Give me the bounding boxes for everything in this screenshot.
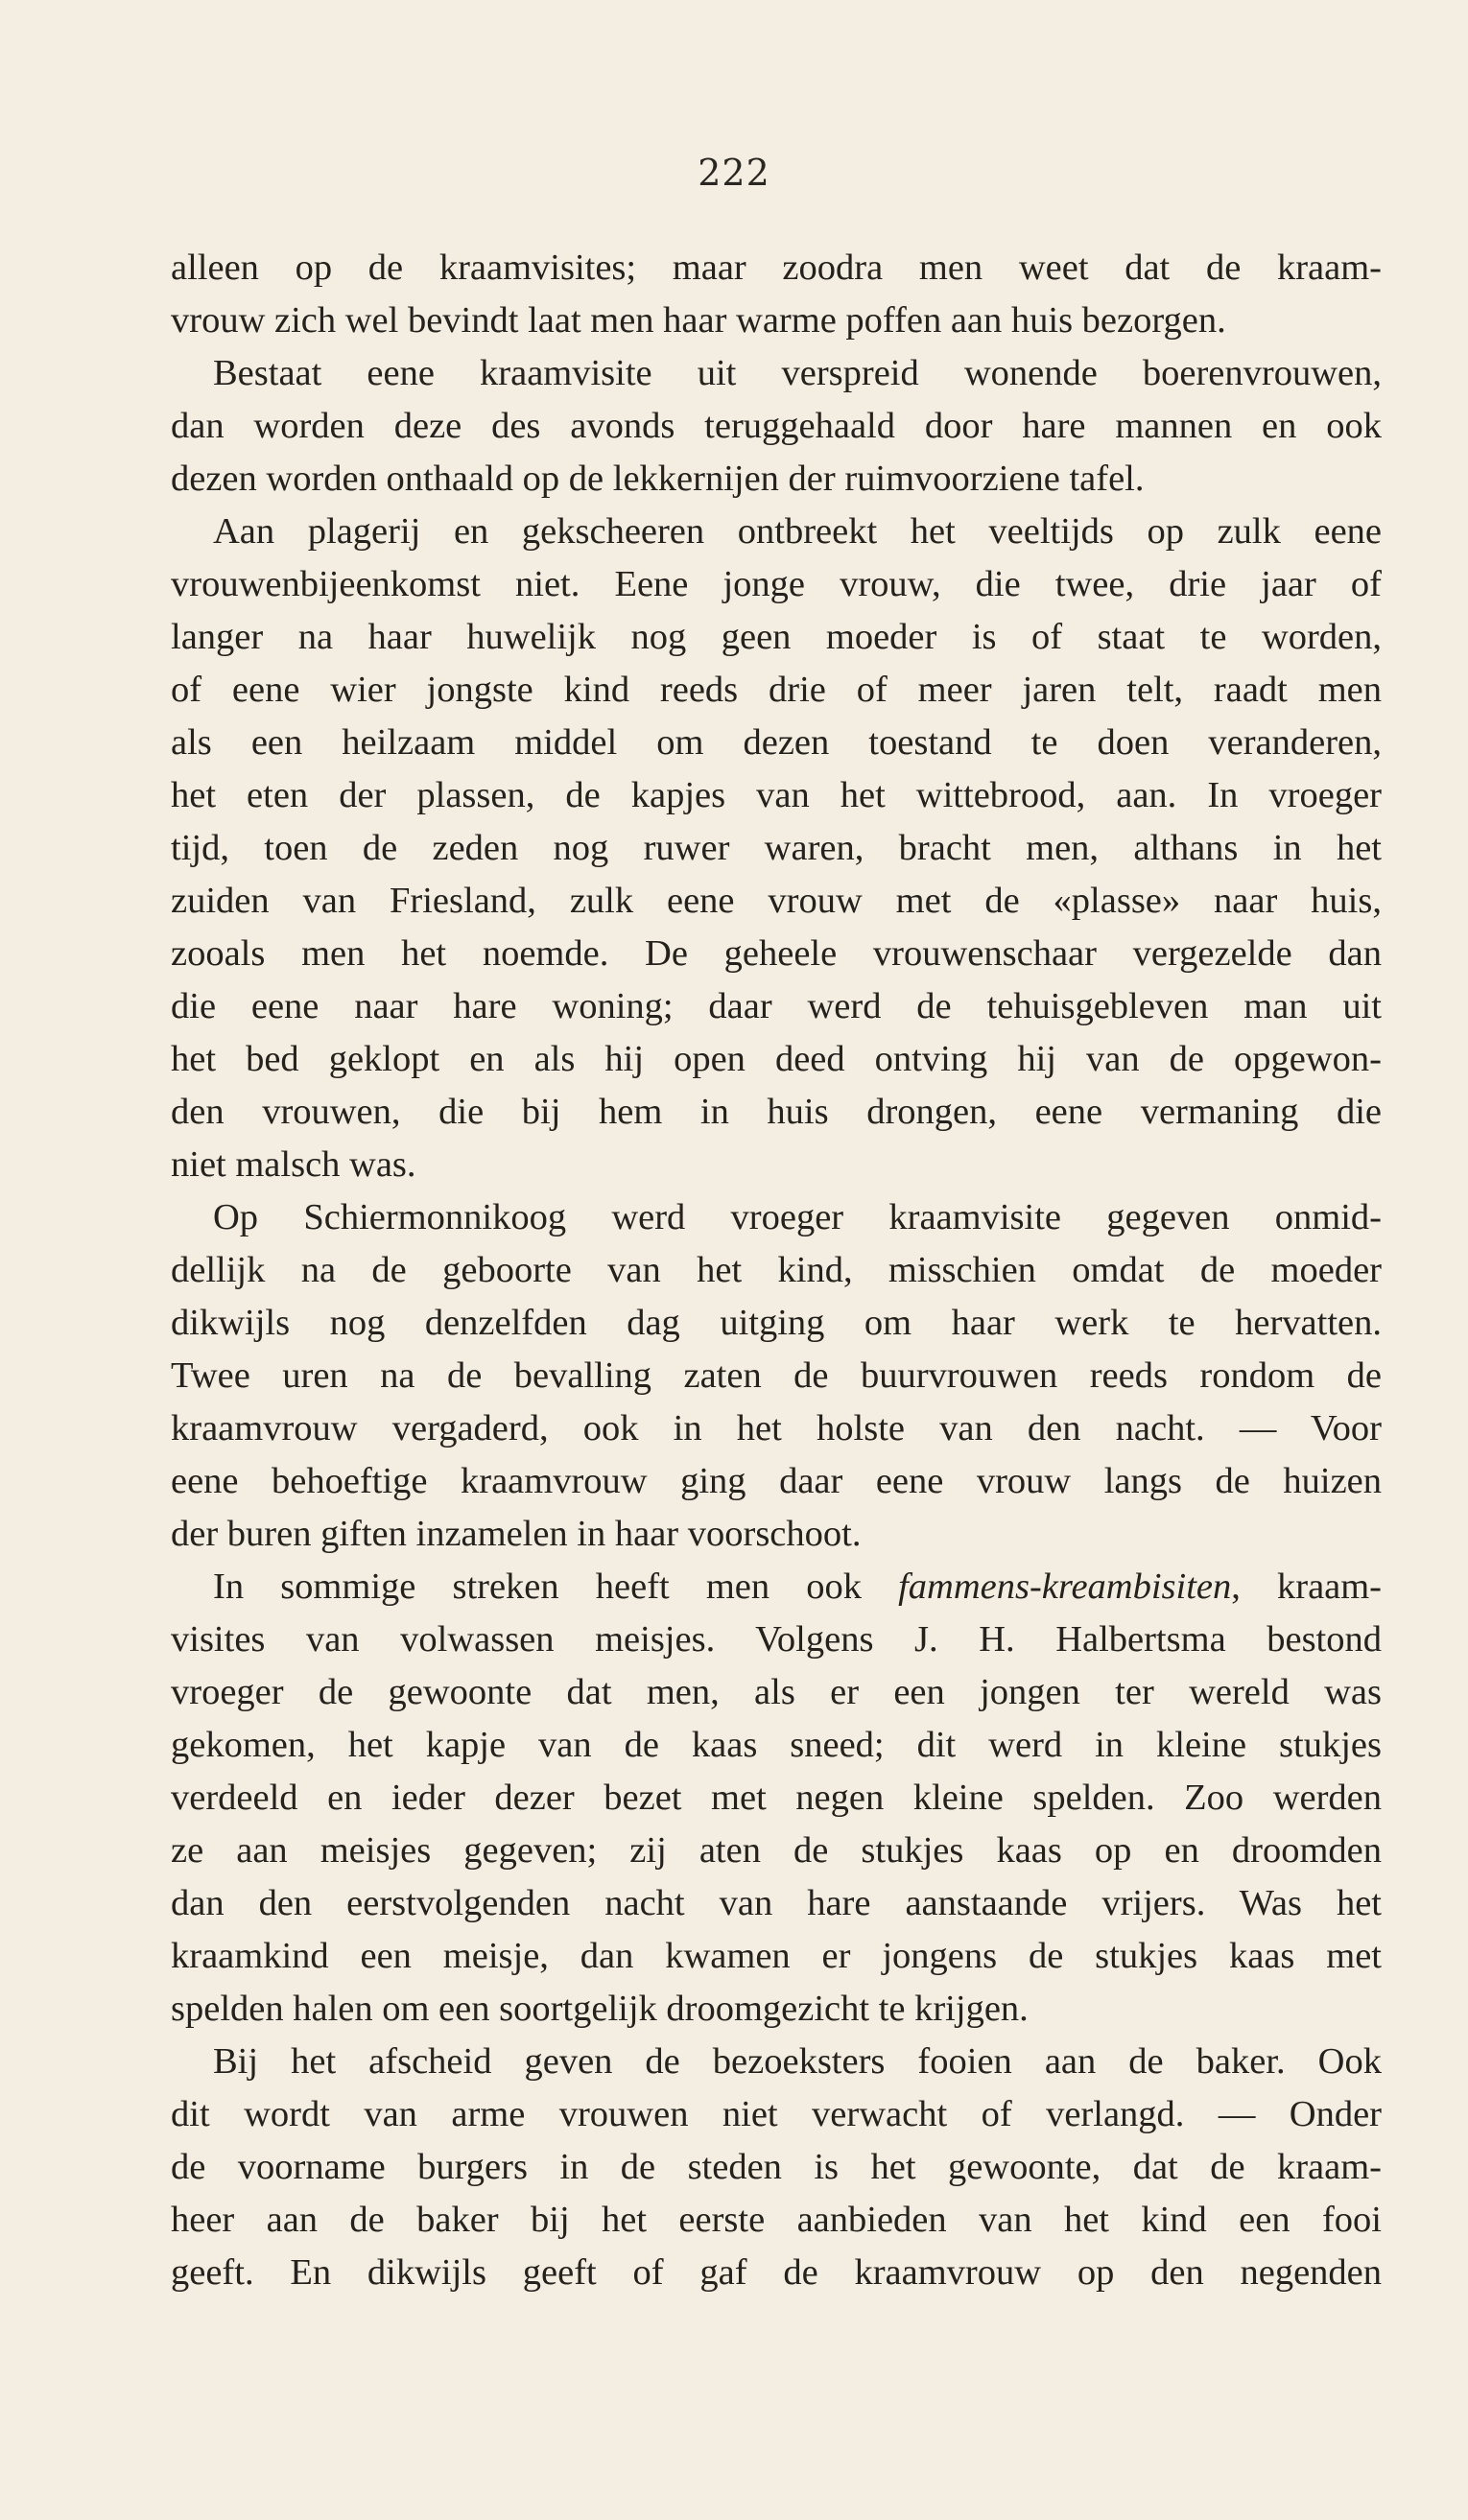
text-line: spelden halen om een soortgelijk droomgezicht te krijgen. xyxy=(171,1989,1029,2029)
italic-term: fammens-kreambisiten xyxy=(898,1566,1232,1607)
text-line: dikwijls nog denzelfden dag uitging om haar werk te hervatten. xyxy=(171,1303,1382,1343)
text-line: der buren giften inzamelen in haar voorschoot. xyxy=(171,1514,862,1554)
text-line xyxy=(171,1561,1382,1613)
text-line: ze aan meisjes gegeven; zij aten de stukjes kaas op en droomden xyxy=(171,1830,1382,1871)
text-line: visites van volwassen meisjes. Volgens J. H. Halbertsma bestond xyxy=(171,1619,1382,1660)
text-line: Bij het afscheid geven de bezoeksters fooien aan de baker. Ook xyxy=(213,2041,1382,2082)
page-number: 222 xyxy=(698,152,770,194)
text-line: langer na haar huwelijk nog geen moeder is of staat te worden, xyxy=(171,617,1382,657)
text-line: Bestaat eene kraamvisite uit verspreid wonende boerenvrouwen, xyxy=(213,353,1382,393)
text-line: geeft. En dikwijls geeft of gaf de kraamvrouw op den negenden xyxy=(171,2252,1382,2293)
text-line: die eene naar hare woning; daar werd de tehuisgebleven man uit xyxy=(171,986,1382,1026)
text-line: vrouwenbijeenkomst niet. Eene jonge vrouw, die twee, drie jaar of xyxy=(171,564,1382,604)
text-line: dezen worden onthaald op de lekkernijen der ruimvoorziene tafel. xyxy=(171,459,1145,499)
text-line: gekomen, het kapje van de kaas sneed; dit werd in kleine stukjes xyxy=(171,1725,1382,1765)
text-line: de voorname burgers in de steden is het gewoonte, dat de kraam- xyxy=(171,2147,1382,2187)
text-line: het bed geklopt en als hij open deed ontving hij van de opgewon- xyxy=(171,1039,1382,1079)
text-line: of eene wier jongste kind reeds drie of meer jaren telt, raadt men xyxy=(171,670,1382,710)
text-line: vrouw zich wel bevindt laat men haar warme poffen aan huis bezorgen. xyxy=(171,300,1226,341)
text-line: kraamvrouw vergaderd, ook in het holste van den nacht. — Voor xyxy=(171,1408,1382,1448)
text-line: alleen op de kraamvisites; maar zoodra men weet dat de kraam- xyxy=(171,247,1382,288)
text-line: tijd, toen de zeden nog ruwer waren, bracht men, althans in het xyxy=(171,828,1382,868)
text-line: den vrouwen, die bij hem in huis drongen, eene vermaning die xyxy=(171,1092,1382,1132)
text-segment: In sommige streken heeft men ook xyxy=(213,1566,899,1607)
text-line: dan den eerstvolgenden nacht van hare aanstaande vrijers. Was het xyxy=(171,1883,1382,1923)
text-line: Aan plagerij en gekscheeren ontbreekt het veeltijds op zulk eene xyxy=(213,511,1382,552)
text-line: Op Schiermonnikoog werd vroeger kraamvisite gegeven onmid- xyxy=(213,1197,1382,1237)
text-line: zooals men het noemde. De geheele vrouwenschaar vergezelde dan xyxy=(171,933,1382,974)
text-line: dit wordt van arme vrouwen niet verwacht of verlangd. — Onder xyxy=(171,2094,1382,2134)
text-line: eene behoeftige kraamvrouw ging daar eene vrouw langs de huizen xyxy=(171,1461,1382,1501)
text-line: kraamkind een meisje, dan kwamen er jongens de stukjes kaas met xyxy=(171,1936,1382,1976)
text-line: dan worden deze des avonds teruggehaald door hare mannen en ook xyxy=(171,406,1382,446)
body-text xyxy=(171,242,1382,2299)
text-segment: , kraam- xyxy=(1231,1566,1383,1607)
text-line: het eten der plassen, de kapjes van het wittebrood, aan. In vroeger xyxy=(171,775,1382,815)
text-line: niet malsch was. xyxy=(171,1144,416,1185)
text-line: heer aan de baker bij het eerste aanbieden van het kind een fooi xyxy=(171,2200,1382,2240)
text-line: vroeger de gewoonte dat men, als er een jongen ter wereld was xyxy=(171,1672,1382,1712)
text-line: verdeeld en ieder dezer bezet met negen kleine spelden. Zoo werden xyxy=(171,1778,1382,1818)
text-line: als een heilzaam middel om dezen toestand te doen veranderen, xyxy=(171,722,1382,763)
text-line: zuiden van Friesland, zulk eene vrouw met de «plasse» naar huis, xyxy=(171,881,1382,921)
text-line: Twee uren na de bevalling zaten de buurvrouwen reeds rondom de xyxy=(171,1355,1382,1396)
text-line: dellijk na de geboorte van het kind, misschien omdat de moeder xyxy=(171,1250,1382,1290)
